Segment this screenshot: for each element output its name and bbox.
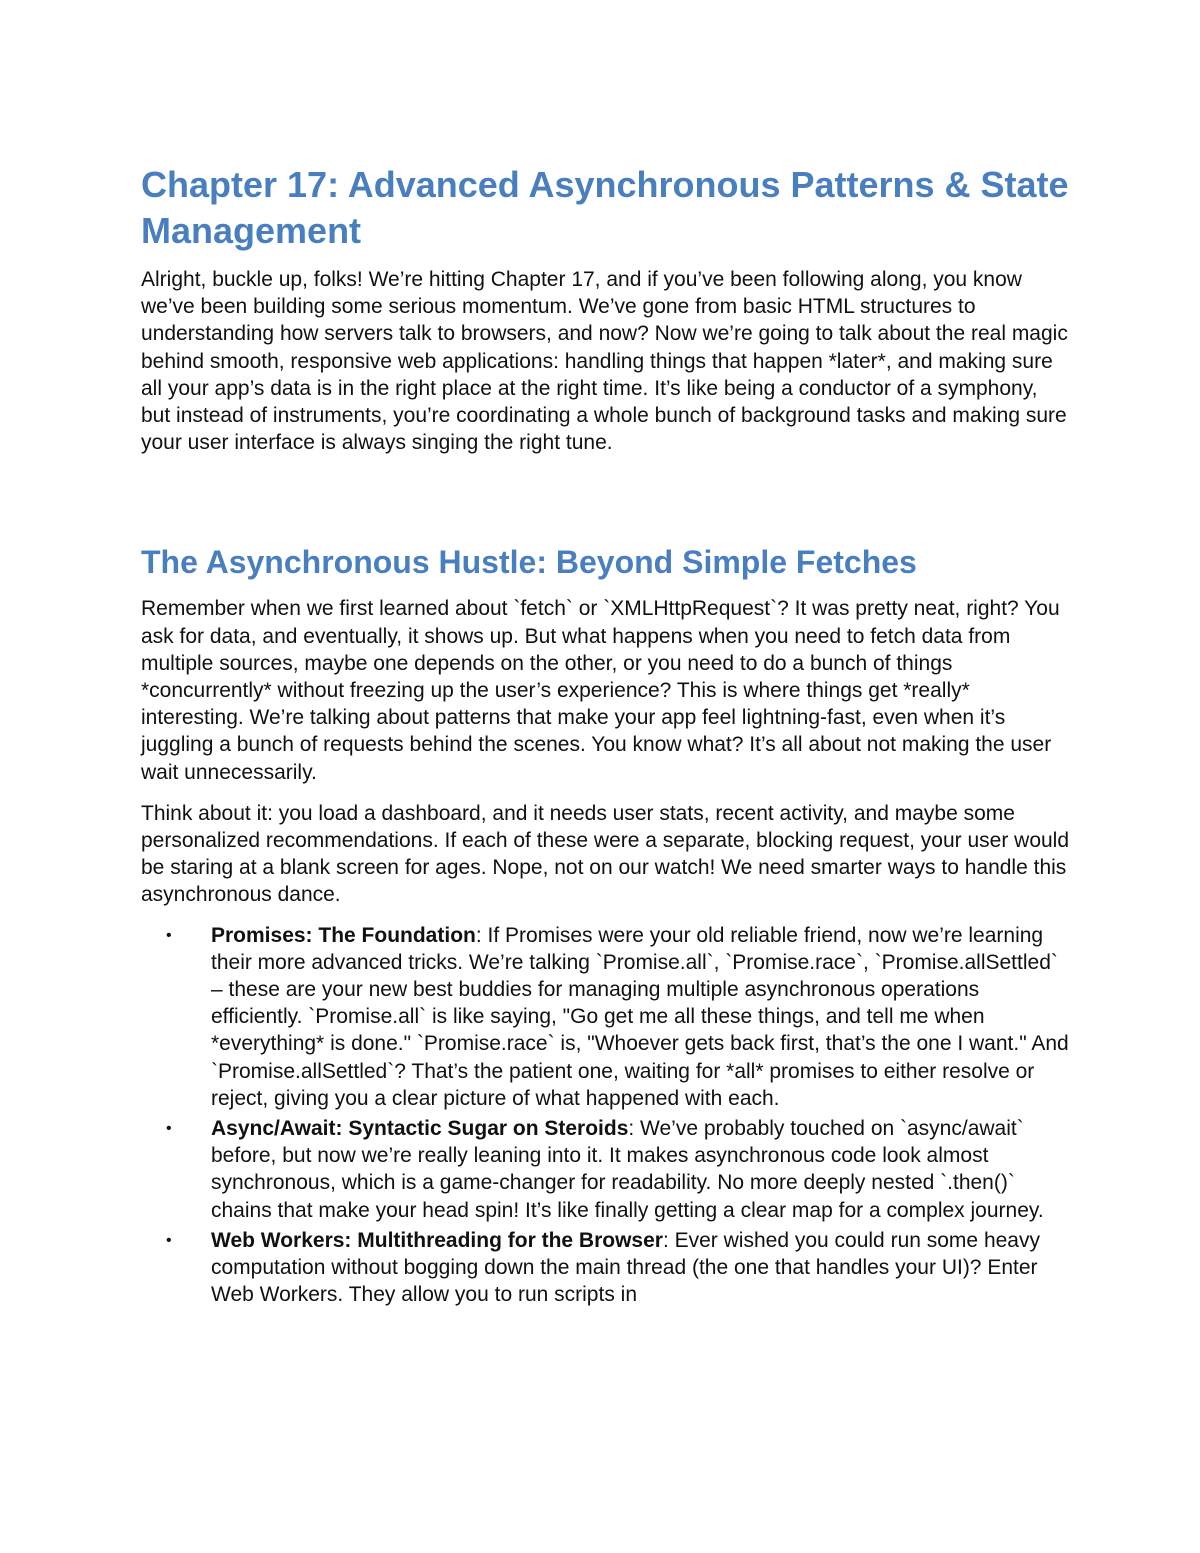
intro-paragraph: Alright, buckle up, folks! We’re hitting Chapter 17, and if you’ve been following along, you know we’ve been building some serious momentum. We’ve gone from basic HTML structures to understanding how servers talk to browsers, and now? Now we’re going to talk about the real magic behind smooth, responsive web applications: handling things that happen *later*, and making sure all your app’s data is in the right place at the right time. It’s like being a conductor of a symphony, but instead of instruments, you’re coordinating a whole bunch of background tasks and making sure your user interface is always singing the right tune. [141, 268, 1068, 455]
list-item [141, 1115, 1071, 1224]
bullet-list [141, 922, 1071, 1309]
chapter-title: Chapter 17: Advanced Asynchronous Patterns & State Management [141, 164, 1069, 251]
section-heading: The Asynchronous Hustle: Beyond Simple Fetches [141, 544, 917, 581]
bullet-term: Async/Await: Syntactic Sugar on Steroids [211, 1117, 629, 1141]
bullet-icon: • [166, 1231, 172, 1249]
bullet-icon: • [166, 926, 172, 944]
section-paragraph: Remember when we first learned about `fetch` or `XMLHttpRequest`? It was pretty neat, right? You ask for data, and eventually, it shows up. But what happens when you need to fetch data from multiple sources, maybe one depends on the other, or you need to do a bunch of things *concurrently* without freezing up the user’s experience? This is where things get *really* interesting. We’re talking about patterns that make your app feel lightning-fast, even when it’s juggling a bunch of requests behind the scenes. You know what? It’s all about not making the user wait unnecessarily. [141, 597, 1060, 784]
list-item [141, 922, 1071, 1112]
bullet-term: Promises: The Foundation [211, 923, 476, 947]
bullet-term: Web Workers: Multithreading for the Browser [211, 1228, 663, 1252]
bullet-text: : Ever wished you could run some heavy computation without bogging down the main thread (the one that handles your UI)? Enter Web Workers. They allow you to run scripts in [211, 1228, 1040, 1307]
list-item [141, 1227, 1071, 1309]
bullet-icon: • [166, 1120, 172, 1138]
section-paragraph: Think about it: you load a dashboard, and it needs user stats, recent activity, and maybe some personalized recommendations. If each of these were a separate, blocking request, your user would be staring at a blank screen for ages. Nope, not on our watch! We need smarter ways to handle this asynchronous dance. [141, 801, 1070, 907]
bullet-text: : We’ve probably touched on `async/await` before, but now we’re really leaning into it. It makes asynchronous code look almost synchronous, which is a game-changer for readability. No more deeply nested `.then()` chains that make your head spin! It’s like finally getting a clear map for a complex journey. [211, 1117, 1044, 1222]
document-page [141, 162, 1071, 1312]
bullet-text: : If Promises were your old reliable friend, now we’re learning their more advanced tricks. We’re talking `Promise.all`, `Promise.race`, `Promise.allSettled` – these are your new best buddies for managing multiple asynchronous operations efficiently. `Promise.all` is like saying, "Go get me all these things, and tell me when *everything* is done." `Promise.race` is, "Whoever gets back first, that’s the one I want." And `Promise.allSettled`? That’s the patient one, waiting for *all* promises to either resolve or reject, giving you a clear picture of what happened with each. [211, 923, 1069, 1110]
